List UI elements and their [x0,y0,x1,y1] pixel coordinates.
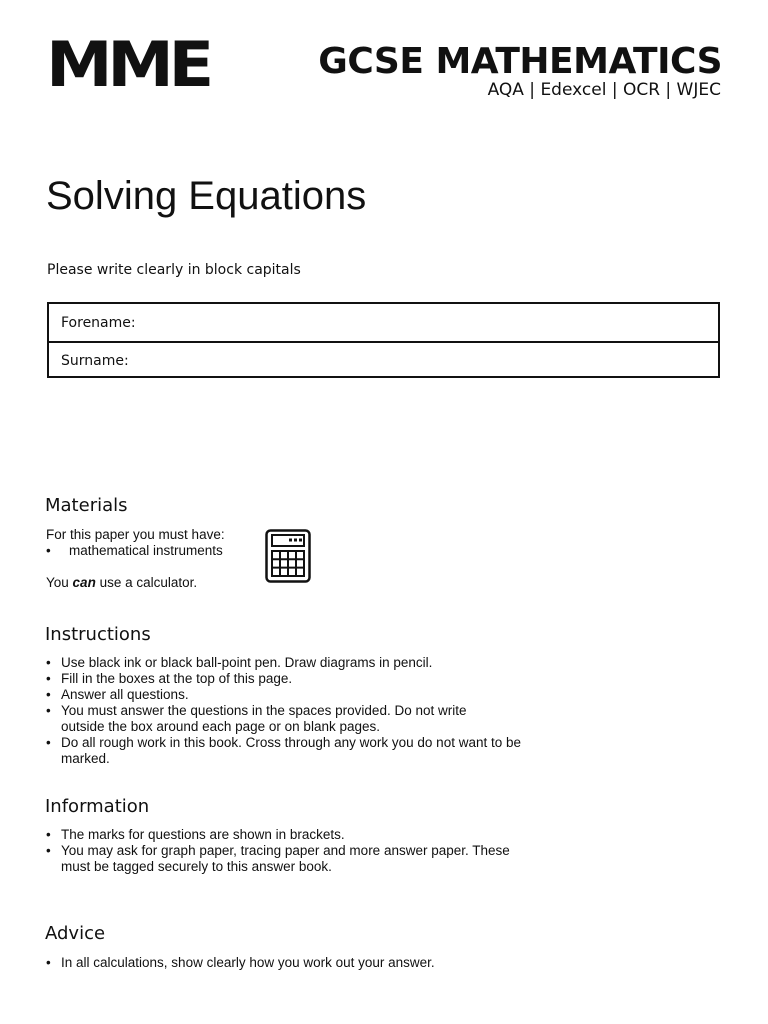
instructions-heading: Instructions [45,624,151,645]
list-item: • You may ask for graph paper, tracing paper and more answer paper. These must be tagged securely to this answer book. [46,843,516,875]
block-capitals-note: Please write clearly in block capitals [47,262,301,278]
information-list [46,827,546,875]
calculator-icon [265,529,311,583]
page-title: Solving Equations [46,174,367,218]
list-item: • mathematical instruments [46,543,266,559]
list-item: • Do all rough work in this book. Cross through any work you do not want to be marked. [46,735,531,767]
list-item: • Fill in the boxes at the top of this page. [46,671,546,687]
exam-boards: AQA | Edexcel | OCR | WJEC [487,80,721,100]
list-item: • In all calculations, show clearly how you work out your answer. [46,955,546,971]
forename-field[interactable] [49,304,718,341]
mme-logo: MME [46,28,209,101]
information-heading: Information [45,796,150,817]
forename-label: Forename: [61,314,136,331]
advice-list [46,955,546,971]
materials-heading: Materials [45,495,128,516]
instructions-list [46,655,546,767]
list-item: • The marks for questions are shown in brackets. [46,827,546,843]
calculator-note: You can use a calculator. [46,575,198,590]
list-item: • Use black ink or black ball-point pen. Draw diagrams in pencil. [46,655,546,671]
materials-intro: For this paper you must have: [46,527,225,542]
name-box [47,302,720,378]
surname-label: Surname: [61,352,129,369]
advice-heading: Advice [45,923,106,944]
subject-title: GCSE MATHEMATICS [318,41,722,82]
surname-field[interactable] [49,341,718,378]
materials-list [46,543,266,559]
list-item: • Answer all questions. [46,687,546,703]
list-item: • You must answer the questions in the spaces provided. Do not write outside the box around each page or on blank pages. [46,703,501,735]
